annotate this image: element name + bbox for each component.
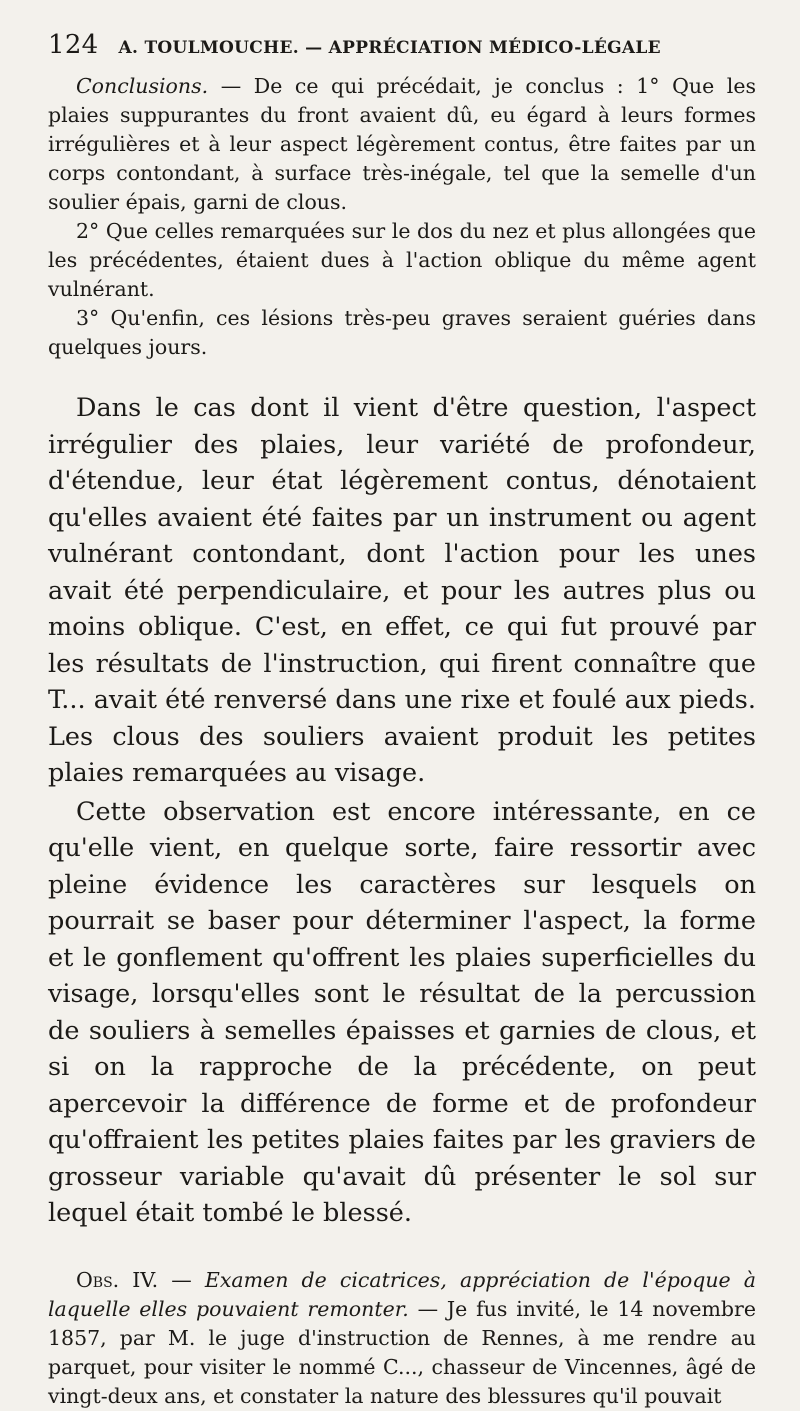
observation-label: Obs. IV. xyxy=(76,1267,159,1292)
conclusions-paragraph-1 xyxy=(48,72,756,217)
observation-title: Examen de cicatrices, appréciation de l'époque à laquelle elles pouvaient remonter. xyxy=(48,1267,756,1321)
observation-paragraph xyxy=(48,1266,756,1411)
running-head: A. TOULMOUCHE. — APPRÉCIATION MÉDICO-LÉGALE xyxy=(118,38,661,58)
page-number: 124 xyxy=(48,30,99,60)
conclusions-label: Conclusions. xyxy=(76,74,209,98)
observation-text: — Je fus invité, le 14 novembre 1857, par M. le juge d'instruction de Rennes, à me rendre au parquet, pour visiter le nommé C..., chasseur de Vincennes, âgé de vingt-deux ans, et constater la nature des blessures qu'il pouvait xyxy=(48,1296,756,1408)
body-paragraph-1: Dans le cas dont il vient d'être question, l'aspect irrégulier des plaies, leur variété de profondeur, d'étendue, leur état légèrement contus, dénotaient qu'elles avaient été faites par un instrument ou agent vulnérant contondant, dont l'action pour les unes avait été perpendiculaire, et pour les autres plus ou moins oblique. C'est, en effet, ce qui fut prouvé par les résultats de l'instruction, qui firent connaître que T... avait été renversé dans une rixe et foulé aux pieds. Les clous des souliers avaient produit les petites plaies remarquées au visage. xyxy=(48,393,756,788)
conclusions-paragraph-3: 3° Qu'enfin, ces lésions très-peu graves seraient guéries dans quelques jours. xyxy=(48,306,756,359)
observation-dash: — xyxy=(158,1267,205,1292)
conclusions-text-1: — De ce qui précédait, je conclus : 1° Que les plaies suppurantes du front avaient dû, eu égard à leurs formes irrégulières et à leur aspect légèrement contus, être faites par un corps contondant, à surface très-inégale, tel que la semelle d'un soulier épais, garni de clous. xyxy=(48,74,756,214)
conclusions-paragraph-2: 2° Que celles remarquées sur le dos du nez et plus allongées que les précédentes, étaient dues à l'action oblique du même agent vulnérant. xyxy=(48,219,756,301)
body-paragraph-2: Cette observation est encore intéressante, en ce qu'elle vient, en quelque sorte, faire ressortir avec pleine évidence les caractères sur lesquels on pourrait se baser pour déterminer l'aspect, la forme et le gonflement qu'offrent les plaies superficielles du visage, lorsqu'elles sont le résultat de la percussion de souliers à semelles épaisses et garnies de clous, et si on la rapproche de la précédente, on peut apercevoir la différence de forme et de profondeur qu'offraient les petites plaies faites par les graviers de grosseur variable qu'avait dû présenter le sol sur lequel était tombé le blessé. xyxy=(48,796,756,1228)
conclusions-section xyxy=(48,72,756,362)
main-text xyxy=(48,390,756,1232)
page-header xyxy=(48,30,756,72)
observation-section xyxy=(48,1266,756,1411)
